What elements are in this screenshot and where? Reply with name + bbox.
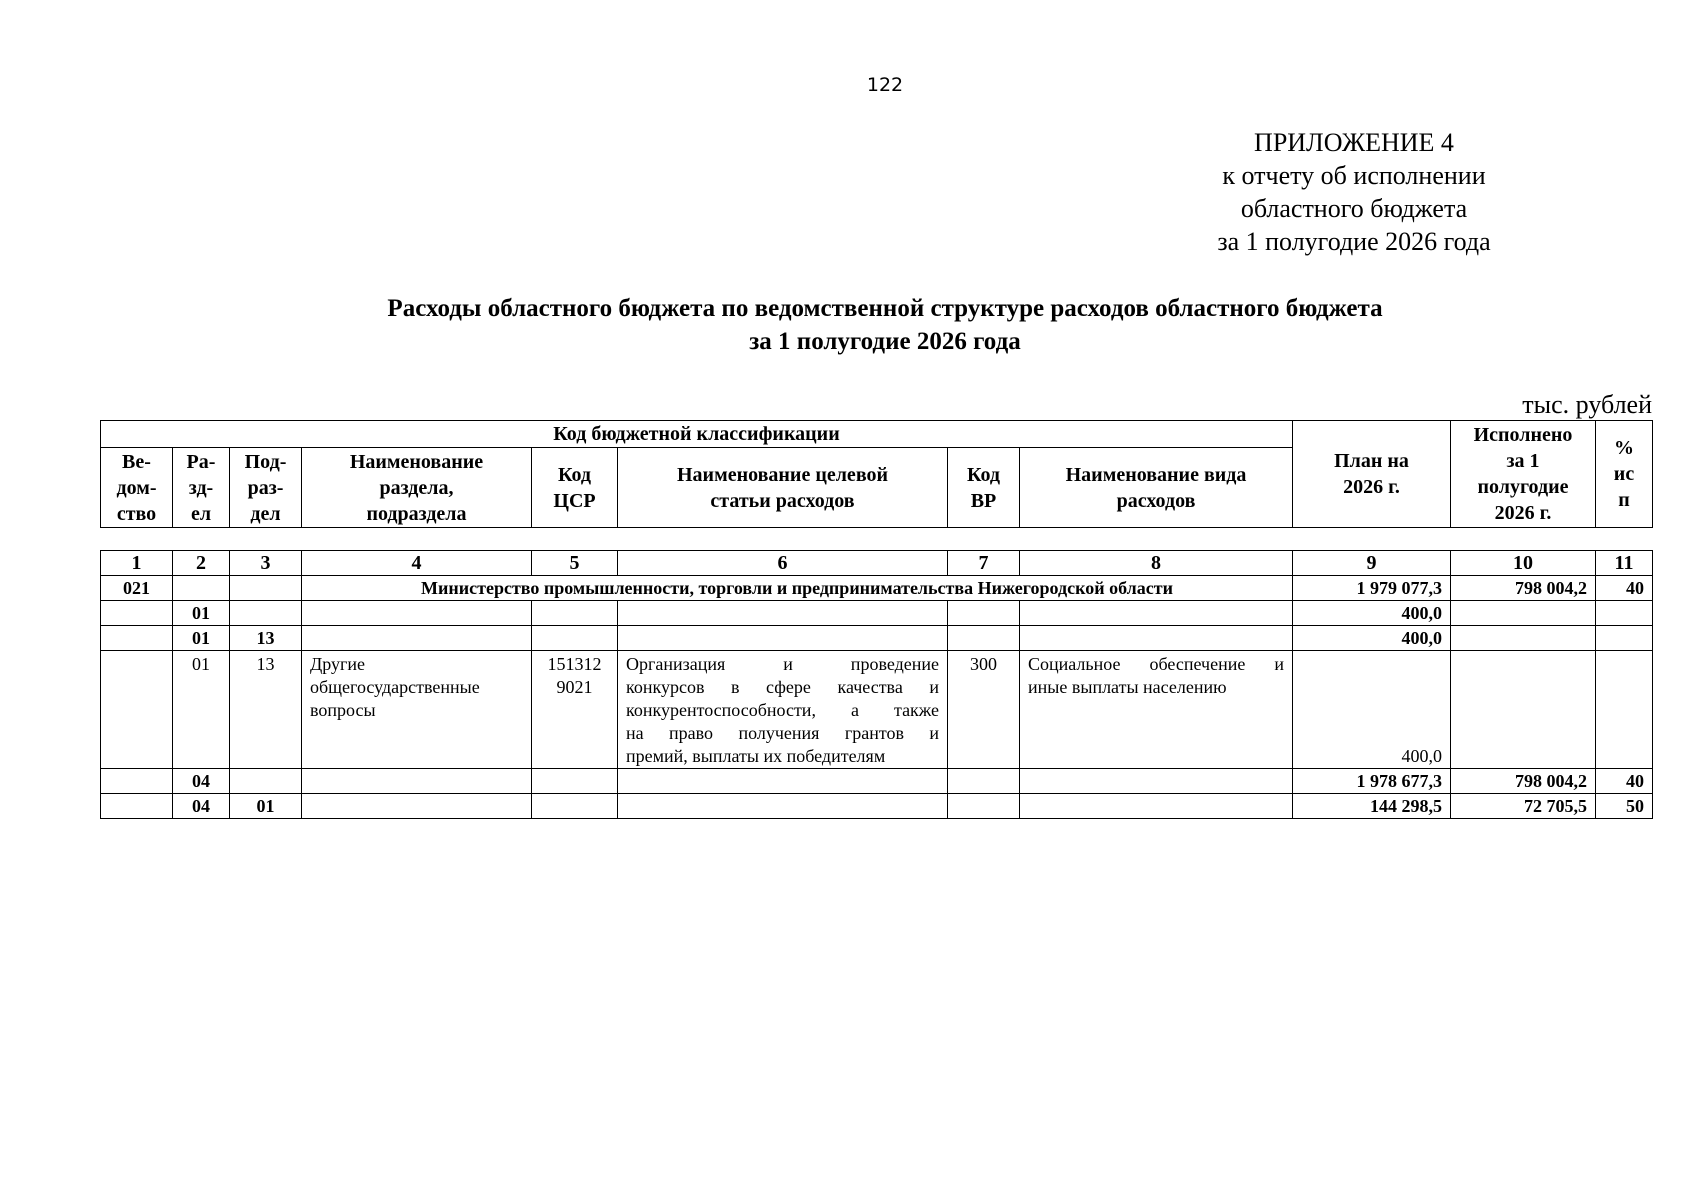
header-pct <box>1596 421 1653 528</box>
table-row <box>101 626 1653 651</box>
cell-empty <box>230 769 302 794</box>
header-line: Исполнено <box>1473 424 1573 446</box>
cell-empty <box>302 794 532 819</box>
appendix-line: за 1 полугодие 2026 года <box>1217 227 1491 256</box>
cell-empty <box>532 769 618 794</box>
cell-line: 151312 <box>547 654 602 674</box>
cell-podrazdel: 01 <box>230 794 302 819</box>
cell-pct: 50 <box>1596 794 1653 819</box>
cell-line: Другие <box>310 654 366 674</box>
header-line: п <box>1618 489 1630 511</box>
column-number: 8 <box>1020 551 1293 576</box>
header-vedomstvo <box>101 448 173 528</box>
cell-empty <box>1020 601 1293 626</box>
cell-empty <box>618 794 948 819</box>
cell-line: общегосударственные <box>310 677 480 697</box>
header-line: зд- <box>188 476 214 499</box>
cell-target-name <box>618 651 948 769</box>
cell-razdel: 01 <box>173 651 230 769</box>
header-line: подраздела <box>366 502 467 525</box>
header-plan <box>1293 421 1451 528</box>
column-number: 4 <box>302 551 532 576</box>
header-line: раз- <box>247 476 284 499</box>
cell-empty <box>1451 626 1596 651</box>
header-line: расходов <box>1116 489 1196 512</box>
header-done <box>1451 421 1596 528</box>
cell-empty <box>532 794 618 819</box>
cell-empty <box>1020 794 1293 819</box>
header-line: Под- <box>244 450 287 473</box>
column-number: 5 <box>532 551 618 576</box>
cell-podrazdel: 13 <box>230 626 302 651</box>
column-number: 9 <box>1293 551 1451 576</box>
appendix-line: к отчету об исполнении <box>1222 161 1486 190</box>
header-line: Наименование вида <box>1065 463 1247 486</box>
cell-plan: 1 979 077,3 <box>1293 576 1451 601</box>
cell-plan: 400,0 <box>1293 626 1451 651</box>
cell-empty <box>948 626 1020 651</box>
header-line: ис <box>1613 463 1635 485</box>
header-razdel <box>173 448 230 528</box>
header-line: Ра- <box>186 450 216 473</box>
cell-line: премий, выплаты их победителям <box>626 746 886 766</box>
column-number: 7 <box>948 551 1020 576</box>
header-section-name <box>302 448 532 528</box>
cell-done: 72 705,5 <box>1451 794 1596 819</box>
appendix-block <box>1124 126 1584 258</box>
cell-empty <box>1020 769 1293 794</box>
cell-razdel: 01 <box>173 626 230 651</box>
cell-empty <box>618 769 948 794</box>
header-line: 2026 г. <box>1343 476 1400 498</box>
cell-line: иные выплаты населению <box>1028 677 1227 697</box>
cell-empty <box>230 601 302 626</box>
header-vr-name <box>1020 448 1293 528</box>
cell-empty <box>302 601 532 626</box>
column-number: 3 <box>230 551 302 576</box>
document-title <box>0 292 1697 358</box>
cell-empty <box>101 794 173 819</box>
header-line: Наименование <box>349 450 484 473</box>
table-body <box>100 550 1653 819</box>
cell-empty <box>948 769 1020 794</box>
cell-empty <box>532 601 618 626</box>
title-line-1: Расходы областного бюджета по ведомственной структуре расходов областного бюджета <box>387 295 1383 322</box>
units-label: тыс. рублей <box>1522 390 1652 419</box>
cell-empty <box>618 626 948 651</box>
header-line: ЦСР <box>553 489 596 512</box>
cell-empty <box>1451 601 1596 626</box>
cell-done: 798 004,2 <box>1451 769 1596 794</box>
header-vr <box>948 448 1020 528</box>
cell-vedomstvo: 021 <box>101 576 173 601</box>
cell-pct: 40 <box>1596 576 1653 601</box>
header-podrazdel <box>230 448 302 528</box>
column-number: 1 <box>101 551 173 576</box>
cell-empty <box>1596 626 1653 651</box>
cell-empty <box>230 576 302 601</box>
cell-razdel: 04 <box>173 769 230 794</box>
cell-empty <box>173 576 230 601</box>
cell-empty <box>302 626 532 651</box>
cell-razdel: 04 <box>173 794 230 819</box>
table-row <box>101 769 1653 794</box>
header-line: ВР <box>970 489 997 512</box>
cell-plan: 400,0 <box>1293 651 1451 769</box>
header-line: ел <box>190 502 212 525</box>
cell-done: 798 004,2 <box>1451 576 1596 601</box>
column-number: 6 <box>618 551 948 576</box>
column-number-row <box>101 551 1653 576</box>
cell-line: конкурентоспособности, а также <box>626 700 939 720</box>
cell-empty <box>1596 601 1653 626</box>
cell-line: Социальное обеспечение и <box>1028 654 1284 674</box>
header-line: План на <box>1334 450 1409 472</box>
page-number: 122 <box>866 74 904 96</box>
header-line: статьи расходов <box>710 489 855 512</box>
header-line: Код <box>966 463 1001 486</box>
cell-line: конкурсов в сфере качества и <box>626 677 939 697</box>
cell-line: вопросы <box>310 700 376 720</box>
cell-vr-name <box>1020 651 1293 769</box>
cell-empty <box>948 601 1020 626</box>
appendix-line: областного бюджета <box>1240 194 1468 223</box>
title-line-2: за 1 полугодие 2026 года <box>749 328 1021 355</box>
header-line: за 1 <box>1506 450 1540 472</box>
cell-empty <box>618 601 948 626</box>
header-line: Ве- <box>122 450 151 473</box>
cell-empty <box>948 794 1020 819</box>
cell-empty <box>101 626 173 651</box>
cell-empty <box>101 769 173 794</box>
header-line: полугодие <box>1477 476 1569 498</box>
cell-empty <box>1596 651 1653 769</box>
header-line: 2026 г. <box>1494 502 1552 524</box>
table-header <box>100 420 1653 528</box>
cell-ministry-name: Министерство промышленности, торговли и предпринимательства Нижегородской области <box>302 576 1293 601</box>
column-number: 11 <box>1596 551 1653 576</box>
cell-plan: 400,0 <box>1293 601 1451 626</box>
cell-line: на право получения грантов и <box>626 723 939 743</box>
header-line: % <box>1614 437 1634 459</box>
cell-vr: 300 <box>948 651 1020 769</box>
cell-empty <box>302 769 532 794</box>
header-line: дом- <box>116 476 157 499</box>
column-number: 10 <box>1451 551 1596 576</box>
header-line: раздела, <box>379 476 454 499</box>
appendix-line: ПРИЛОЖЕНИЕ 4 <box>1254 128 1454 157</box>
cell-line: 9021 <box>556 677 593 697</box>
cell-plan: 1 978 677,3 <box>1293 769 1451 794</box>
header-target-name <box>618 448 948 528</box>
cell-empty <box>101 651 173 769</box>
cell-empty <box>532 626 618 651</box>
cell-line: Организация и проведение <box>626 654 939 674</box>
cell-empty <box>1451 651 1596 769</box>
header-line: дел <box>250 502 281 525</box>
cell-plan: 144 298,5 <box>1293 794 1451 819</box>
header-line: ство <box>116 502 157 525</box>
column-number: 2 <box>173 551 230 576</box>
cell-section-name <box>302 651 532 769</box>
group-header: Код бюджетной классификации <box>101 421 1293 448</box>
table-row <box>101 576 1653 601</box>
table-row <box>101 601 1653 626</box>
header-line: Наименование целевой <box>676 463 888 486</box>
cell-razdel: 01 <box>173 601 230 626</box>
cell-empty <box>101 601 173 626</box>
table-row <box>101 651 1653 769</box>
header-csr <box>532 448 618 528</box>
table-row <box>101 794 1653 819</box>
cell-podrazdel: 13 <box>230 651 302 769</box>
header-line: Код <box>557 463 592 486</box>
cell-pct: 40 <box>1596 769 1653 794</box>
cell-empty <box>1020 626 1293 651</box>
cell-csr <box>532 651 618 769</box>
